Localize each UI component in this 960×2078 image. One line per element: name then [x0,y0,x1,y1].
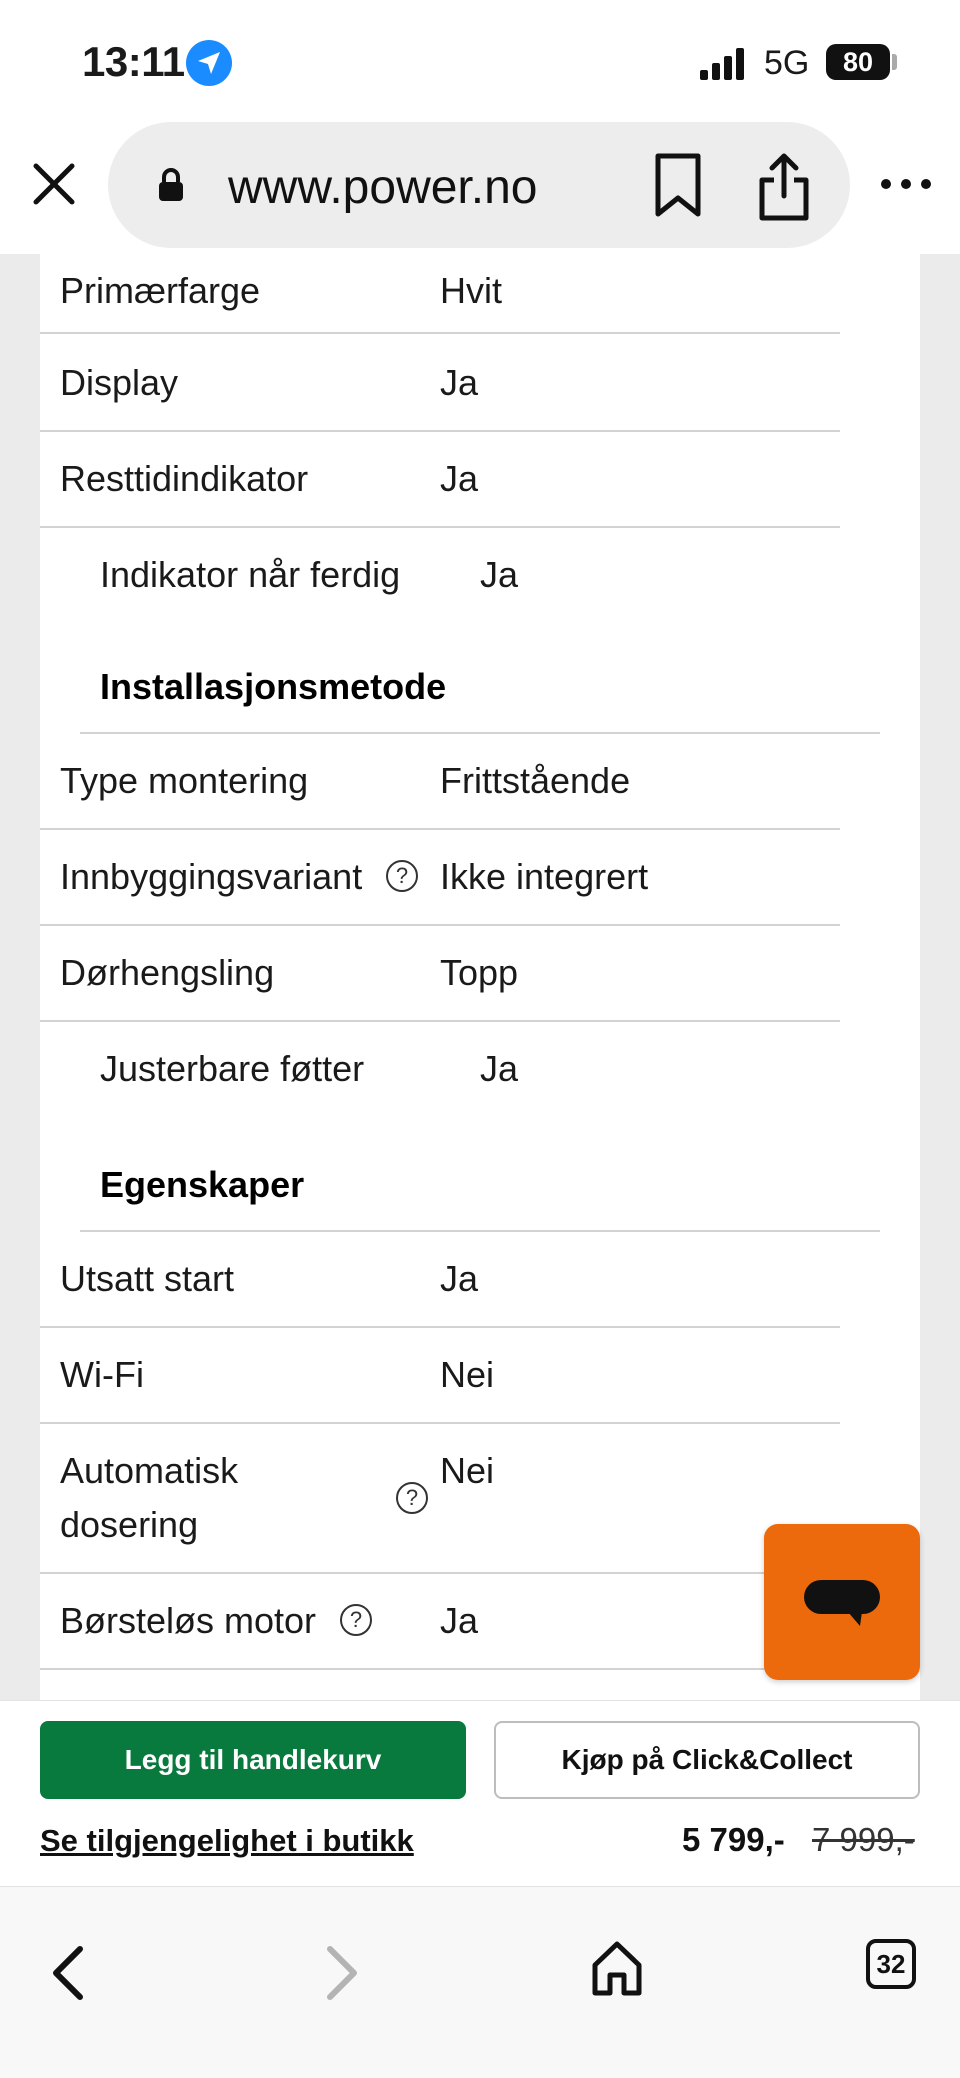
spec-key-line: dosering [60,1504,199,1545]
spec-value: Nei [440,1354,495,1395]
price: 5 799,- [682,1821,785,1858]
spec-value: Ja [440,362,479,403]
spec-row [40,734,840,830]
spec-value: Nei [440,1450,495,1491]
spec-row [40,1424,840,1574]
spec-key: Dørhengsling [60,952,275,993]
spec-row [40,254,840,334]
spec-row [40,432,840,528]
browser-toolbar [0,1886,960,2078]
spec-card [40,254,920,1700]
spec-row [80,528,880,624]
spec-key: Utsatt start [60,1258,235,1299]
spec-value: Ja [440,1600,479,1641]
spec-row [40,336,840,432]
purchase-bar [0,1700,960,1886]
home-icon[interactable] [590,1939,644,1999]
help-icon[interactable]: ? [340,1604,372,1636]
spec-value: Ja [480,554,519,595]
spec-key: Innbyggingsvariant [60,856,363,897]
url-text: www.power.no [228,161,538,214]
spec-value: Frittstående [440,760,631,801]
click-and-collect-button[interactable]: Kjøp på Click&Collect [494,1721,920,1799]
spec-value: Topp [440,952,519,993]
spec-key: Type montering [60,760,309,801]
old-price: 7 999,- [812,1821,915,1858]
tabs-icon[interactable]: 32 [866,1939,916,1989]
more-icon[interactable] [878,172,934,196]
forward-icon[interactable] [322,1943,362,2003]
spec-value: Ja [440,1258,479,1299]
spec-key: Wi-Fi [60,1354,144,1395]
spec-key: Indikator når ferdig [100,554,401,595]
spec-row [40,1574,840,1670]
close-icon[interactable] [28,158,80,210]
help-icon[interactable]: ? [386,860,418,892]
location-arrow-icon [186,40,232,86]
back-icon[interactable] [48,1943,88,2003]
spec-row [40,1328,840,1424]
spec-key: Resttidindikator [60,458,309,499]
status-time: 13:11 [82,38,185,85]
spec-key: Børsteløs motor [60,1600,317,1641]
battery-tip [892,54,897,70]
bookmark-icon[interactable] [648,152,708,218]
spec-key: Primærfarge [60,270,261,311]
help-icon[interactable]: ? [396,1482,428,1514]
spec-value: Ja [440,458,479,499]
spec-key: Display [60,362,179,403]
address-bar[interactable] [108,122,850,248]
spec-row [40,926,840,1022]
section-title-egenskaper: Egenskaper [100,1164,305,1205]
spec-key: Justerbare føtter [100,1048,365,1089]
spec-value: Hvit [440,270,502,311]
status-bar [0,0,960,120]
signal-icon [700,48,748,80]
network-label: 5G [764,44,810,82]
store-availability-link[interactable]: Se tilgjengelighet i butikk [40,1823,414,1858]
browser-bar [0,120,960,254]
spec-row [80,1022,880,1118]
spec-row [40,830,840,926]
spec-row [40,1232,840,1328]
chat-button[interactable] [764,1524,920,1680]
spec-key [60,1444,238,1552]
share-icon[interactable] [754,152,814,222]
spec-key-line: Automatisk [60,1450,239,1491]
lock-icon [158,168,184,202]
spec-value: Ja [480,1048,519,1089]
add-to-cart-button[interactable]: Legg til handlekurv [40,1721,466,1799]
spec-value: Ikke integrert [440,856,649,897]
section-title-installasjonsmetode: Installasjonsmetode [100,666,447,707]
battery-indicator: 80 [826,44,890,80]
chat-bubble-icon [764,1524,920,1680]
